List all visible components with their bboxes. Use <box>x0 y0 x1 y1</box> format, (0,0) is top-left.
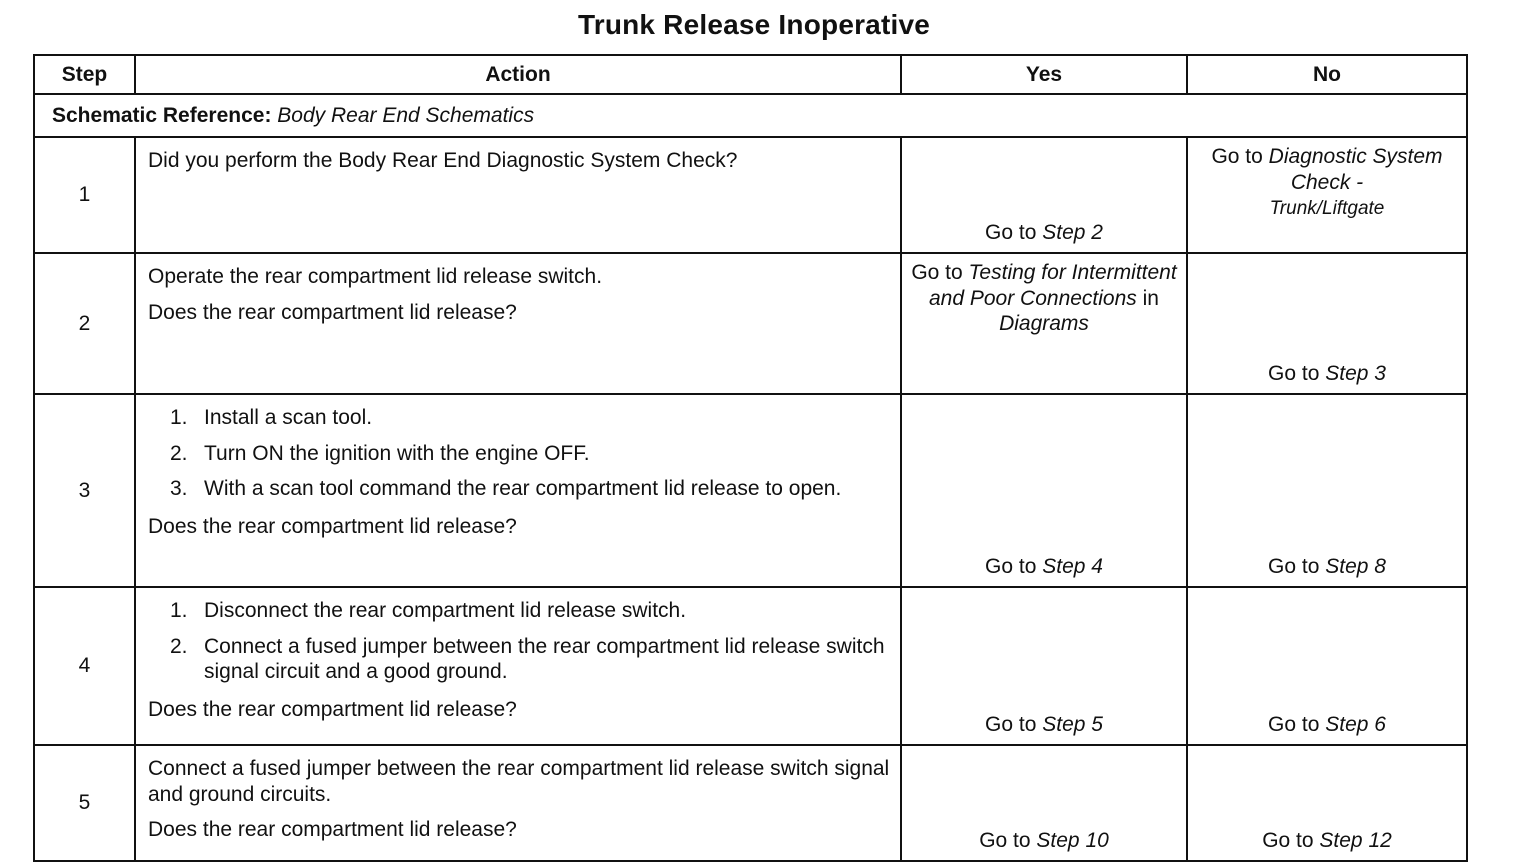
goto-link[interactable]: Step 3 <box>1325 362 1386 386</box>
goto-text: Go to <box>979 829 1031 853</box>
action-column-header: Action <box>135 55 901 94</box>
no-column-header: No <box>1187 55 1467 94</box>
goto-text: Go to <box>1268 362 1320 386</box>
goto-link[interactable]: Step 4 <box>1042 555 1103 579</box>
substep-list <box>148 598 890 685</box>
question-text: Does the rear compartment lid release? <box>148 514 517 538</box>
yes-cell <box>901 394 1187 587</box>
substep-number: 1. <box>170 406 188 429</box>
no-cell <box>1187 587 1467 745</box>
list-item <box>170 405 890 431</box>
goto-link[interactable]: Step 6 <box>1325 713 1386 737</box>
question-text: Does the rear compartment lid release? <box>148 300 517 324</box>
page-title: Trunk Release Inoperative <box>577 9 931 40</box>
goto-link-subtitle[interactable]: Trunk/Liftgate <box>1269 198 1385 220</box>
diagnostic-table <box>33 54 1468 862</box>
substep-number: 3. <box>170 477 188 501</box>
no-cell <box>1187 745 1467 861</box>
no-cell <box>1187 253 1467 394</box>
step-number: 1 <box>34 137 135 253</box>
action-cell <box>135 587 901 745</box>
step-number: 3 <box>34 394 135 587</box>
list-item <box>170 476 890 502</box>
schematic-reference-row <box>34 94 1467 137</box>
question-text: Does the rear compartment lid release? <box>148 697 517 721</box>
table-row-step-3 <box>34 394 1467 587</box>
action-text: Connect a fused jumper between the rear compartment lid release switch signal and ground circuits. <box>148 757 890 806</box>
goto-link[interactable]: Step 10 <box>1036 829 1109 853</box>
substep-text: With a scan tool command the rear compartment lid release to open. <box>204 477 842 501</box>
goto-text: Go to <box>985 221 1037 245</box>
list-item <box>170 441 890 467</box>
action-cell <box>135 253 901 394</box>
goto-link[interactable]: Step 2 <box>1042 221 1103 245</box>
list-item <box>170 634 890 685</box>
step-number: 4 <box>34 587 135 745</box>
header-row <box>34 55 1467 94</box>
step-column-header: Step <box>34 55 135 94</box>
goto-link[interactable]: Step 12 <box>1319 829 1392 853</box>
step-number: 2 <box>34 253 135 394</box>
yes-cell <box>901 587 1187 745</box>
substep-number: 2. <box>170 441 188 465</box>
table-row-step-1 <box>34 137 1467 253</box>
table-row-step-2 <box>34 253 1467 394</box>
goto-link[interactable]: Step 8 <box>1325 555 1386 579</box>
goto-link[interactable]: Testing for Intermittent and Poor Connections <box>928 261 1177 310</box>
action-cell <box>135 394 901 587</box>
goto-text: Go to <box>1268 555 1320 579</box>
action-text: Operate the rear compartment lid release switch. <box>148 265 603 288</box>
table-row-step-5 <box>34 745 1467 861</box>
substep-text: Turn ON the ignition with the engine OFF. <box>204 441 590 465</box>
schematic-reference-link[interactable]: Body Rear End Schematics <box>277 103 535 127</box>
goto-text: Go to <box>1211 145 1263 168</box>
substep-list <box>148 405 890 502</box>
action-cell <box>135 137 901 253</box>
goto-text: Go to <box>985 555 1037 579</box>
step-number: 5 <box>34 745 135 861</box>
table-row-step-4 <box>34 587 1467 745</box>
goto-text: Go to <box>1262 829 1314 853</box>
yes-cell <box>901 137 1187 253</box>
action-cell <box>135 745 901 861</box>
goto-text: Go to <box>1268 713 1320 737</box>
substep-text: Disconnect the rear compartment lid release switch. <box>204 599 687 622</box>
substep-number: 1. <box>170 599 188 622</box>
substep-text: Install a scan tool. <box>204 406 373 429</box>
list-item <box>170 598 890 624</box>
substep-number: 2. <box>170 634 188 658</box>
goto-link[interactable]: Diagnostic System Check - <box>1268 145 1443 194</box>
no-cell <box>1187 137 1467 253</box>
action-text: Did you perform the Body Rear End Diagnostic System Check? <box>148 149 738 172</box>
question-text: Does the rear compartment lid release? <box>148 818 517 842</box>
yes-column-header: Yes <box>901 55 1187 94</box>
goto-text-in: in <box>1142 286 1159 310</box>
goto-text: Go to <box>911 261 963 284</box>
goto-link-diagrams[interactable]: Diagrams <box>999 312 1089 336</box>
goto-link[interactable]: Step 5 <box>1042 713 1103 737</box>
substep-text: Connect a fused jumper between the rear compartment lid release switch signal circuit and a good ground. <box>204 634 885 684</box>
goto-text: Go to <box>985 713 1037 737</box>
schematic-reference <box>34 94 1467 137</box>
yes-cell <box>901 253 1187 394</box>
no-cell <box>1187 394 1467 587</box>
schematic-reference-label: Schematic Reference: <box>52 103 272 127</box>
yes-cell <box>901 745 1187 861</box>
